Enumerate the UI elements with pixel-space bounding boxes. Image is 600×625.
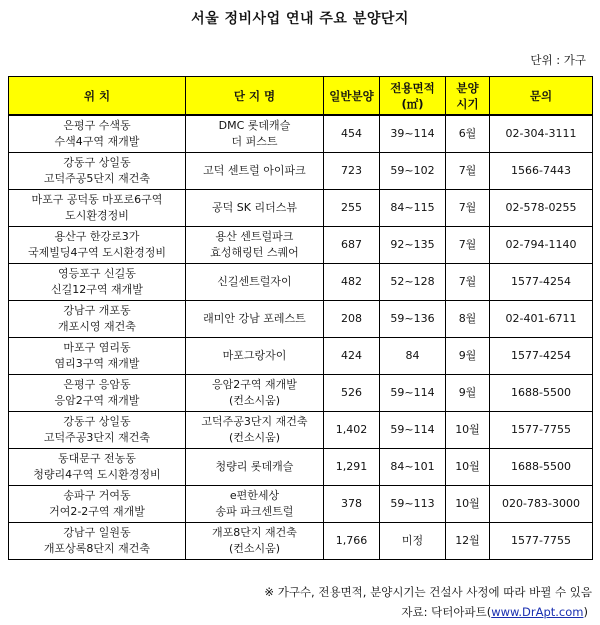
unit-label: 단위 : 가구 — [530, 53, 586, 67]
location-line2: 염리3구역 재개발 — [54, 357, 140, 370]
cell-contact: 02-794-1140 — [490, 227, 593, 264]
cell-area: 미정 — [380, 523, 446, 560]
complex-line1: 용산 센트럴파크 — [215, 230, 294, 243]
cell-general-sale: 687 — [324, 227, 380, 264]
cell-area: 59~114 — [380, 375, 446, 412]
cell-location — [9, 412, 186, 449]
footnote: ※ 가구수, 전용면적, 분양시기는 건설사 사정에 따라 바뀔 수 있음 — [264, 585, 592, 599]
complex-line2: 더 퍼스트 — [231, 135, 278, 148]
location-line2: 개포시영 재건축 — [58, 320, 136, 333]
header-timing — [446, 77, 490, 116]
cell-contact: 02-401-6711 — [490, 301, 593, 338]
complex-line1: 청량리 롯데캐슬 — [215, 460, 294, 473]
location-line1: 마포구 염리동 — [63, 341, 131, 354]
table-row — [9, 301, 593, 338]
cell-timing: 12월 — [446, 523, 490, 560]
complex-line1: 응암2구역 재개발 — [212, 378, 297, 391]
cell-contact: 1577-4254 — [490, 264, 593, 301]
cell-complex — [186, 412, 324, 449]
location-line2: 청량리4구역 도시환경정비 — [33, 468, 161, 481]
source-link[interactable]: www.DrApt.com — [491, 605, 584, 619]
cell-area: 39~114 — [380, 115, 446, 153]
location-line1: 영등포구 신길동 — [58, 267, 136, 280]
cell-timing: 9월 — [446, 338, 490, 375]
cell-area: 84~101 — [380, 449, 446, 486]
location-line1: 은평구 수색동 — [63, 119, 131, 132]
source-suffix: ) — [583, 605, 588, 619]
cell-timing: 10월 — [446, 412, 490, 449]
location-line1: 은평구 응암동 — [63, 378, 131, 391]
source-prefix: 자료: 닥터아파트( — [401, 605, 492, 619]
cell-general-sale: 378 — [324, 486, 380, 523]
location-line1: 송파구 거여동 — [63, 489, 131, 502]
cell-contact: 1688-5500 — [490, 449, 593, 486]
table-row — [9, 338, 593, 375]
header-area — [380, 77, 446, 116]
cell-contact: 1577-4254 — [490, 338, 593, 375]
cell-area: 84 — [380, 338, 446, 375]
cell-complex — [186, 449, 324, 486]
complex-line2: 송파 파크센트럴 — [215, 505, 294, 518]
cell-area: 59~102 — [380, 153, 446, 190]
table-row — [9, 115, 593, 153]
table-row — [9, 375, 593, 412]
complex-line1: 신길센트럴자이 — [217, 275, 292, 288]
cell-general-sale: 482 — [324, 264, 380, 301]
cell-location — [9, 449, 186, 486]
header-location: 위 치 — [9, 77, 186, 116]
location-line2: 신길12구역 재개발 — [51, 283, 143, 296]
complex-line1: 개포8단지 재건축 — [212, 526, 297, 539]
cell-timing: 9월 — [446, 375, 490, 412]
table-row — [9, 153, 593, 190]
cell-timing: 10월 — [446, 449, 490, 486]
location-line2: 도시환경정비 — [65, 209, 129, 222]
complex-line1: 고덕주공3단지 재건축 — [201, 415, 308, 428]
table-row — [9, 486, 593, 523]
header-general-sale: 일반분양 — [324, 77, 380, 116]
complex-line1: 고덕 센트럴 아이파크 — [203, 164, 306, 177]
header-row — [9, 77, 593, 116]
table-row — [9, 227, 593, 264]
table-row — [9, 190, 593, 227]
cell-location — [9, 264, 186, 301]
complex-line1: 공덕 SK 리더스뷰 — [212, 201, 297, 214]
cell-complex — [186, 190, 324, 227]
cell-contact: 02-304-3111 — [490, 115, 593, 153]
cell-location — [9, 375, 186, 412]
cell-general-sale: 526 — [324, 375, 380, 412]
header-area-line1: 전용면적 — [390, 80, 435, 95]
table-row — [9, 412, 593, 449]
location-line1: 동대문구 전농동 — [58, 452, 136, 465]
cell-contact: 1577-7755 — [490, 523, 593, 560]
cell-location — [9, 523, 186, 560]
cell-complex — [186, 486, 324, 523]
cell-area: 84~115 — [380, 190, 446, 227]
location-line1: 마포구 공덕동 마포로6구역 — [31, 193, 163, 206]
cell-area: 59~114 — [380, 412, 446, 449]
location-line2: 응암2구역 재개발 — [54, 394, 140, 407]
cell-contact: 02-578-0255 — [490, 190, 593, 227]
cell-timing: 10월 — [446, 486, 490, 523]
cell-general-sale: 255 — [324, 190, 380, 227]
location-line1: 강동구 상일동 — [63, 156, 131, 169]
complex-line2: (컨소시움) — [228, 542, 281, 555]
source-line — [401, 604, 588, 620]
cell-general-sale: 1,402 — [324, 412, 380, 449]
cell-contact: 1577-7755 — [490, 412, 593, 449]
complex-line2: (컨소시움) — [228, 394, 281, 407]
cell-timing: 8월 — [446, 301, 490, 338]
location-line2: 개포상록8단지 재건축 — [43, 542, 151, 555]
cell-complex — [186, 301, 324, 338]
cell-timing: 7월 — [446, 227, 490, 264]
cell-area: 59~136 — [380, 301, 446, 338]
cell-area: 52~128 — [380, 264, 446, 301]
location-line2: 국제빌딩4구역 도시환경정비 — [27, 246, 166, 259]
location-line1: 강동구 상일동 — [63, 415, 131, 428]
complex-line2: 효성해링턴 스퀘어 — [210, 246, 299, 259]
cell-area: 59~113 — [380, 486, 446, 523]
header-complex: 단 지 명 — [186, 77, 324, 116]
location-line2: 고덕주공5단지 재건축 — [43, 172, 151, 185]
cell-complex — [186, 523, 324, 560]
cell-general-sale: 208 — [324, 301, 380, 338]
cell-location — [9, 115, 186, 153]
location-line2: 거여2-2구역 재개발 — [49, 505, 145, 518]
cell-general-sale: 1,766 — [324, 523, 380, 560]
cell-complex — [186, 375, 324, 412]
cell-timing: 6월 — [446, 115, 490, 153]
location-line2: 수색4구역 재개발 — [54, 135, 140, 148]
cell-general-sale: 454 — [324, 115, 380, 153]
complex-line1: DMC 롯데캐슬 — [218, 119, 291, 132]
header-timing-line1: 분양 — [456, 80, 479, 95]
complex-line2: (컨소시움) — [228, 431, 281, 444]
cell-complex — [186, 264, 324, 301]
header-timing-line2: 시기 — [456, 96, 479, 111]
cell-contact: 1688-5500 — [490, 375, 593, 412]
table-row — [9, 264, 593, 301]
header-area-line2: (㎡) — [401, 96, 424, 111]
cell-general-sale: 1,291 — [324, 449, 380, 486]
cell-location — [9, 301, 186, 338]
cell-contact: 1566-7443 — [490, 153, 593, 190]
location-line1: 용산구 한강로3가 — [54, 230, 140, 243]
cell-location — [9, 153, 186, 190]
complex-line1: e편한세상 — [229, 489, 280, 502]
cell-area: 92~135 — [380, 227, 446, 264]
cell-location — [9, 486, 186, 523]
location-line1: 강남구 개포동 — [63, 304, 131, 317]
location-line2: 고덕주공3단지 재건축 — [43, 431, 151, 444]
cell-location — [9, 227, 186, 264]
sales-table — [8, 76, 593, 560]
page-title: 서울 정비사업 연내 주요 분양단지 — [191, 11, 409, 27]
cell-general-sale: 723 — [324, 153, 380, 190]
location-line1: 강남구 일원동 — [63, 526, 131, 539]
cell-complex — [186, 153, 324, 190]
cell-location — [9, 190, 186, 227]
cell-timing: 7월 — [446, 264, 490, 301]
cell-location — [9, 338, 186, 375]
cell-general-sale: 424 — [324, 338, 380, 375]
complex-line1: 마포그랑자이 — [222, 349, 287, 362]
header-contact: 문의 — [490, 77, 593, 116]
table-row — [9, 523, 593, 560]
cell-timing: 7월 — [446, 190, 490, 227]
cell-complex — [186, 338, 324, 375]
table-row — [9, 449, 593, 486]
complex-line1: 래미안 강남 포레스트 — [203, 312, 306, 325]
cell-timing: 7월 — [446, 153, 490, 190]
cell-contact: 020-783-3000 — [490, 486, 593, 523]
cell-complex — [186, 227, 324, 264]
cell-complex — [186, 115, 324, 153]
